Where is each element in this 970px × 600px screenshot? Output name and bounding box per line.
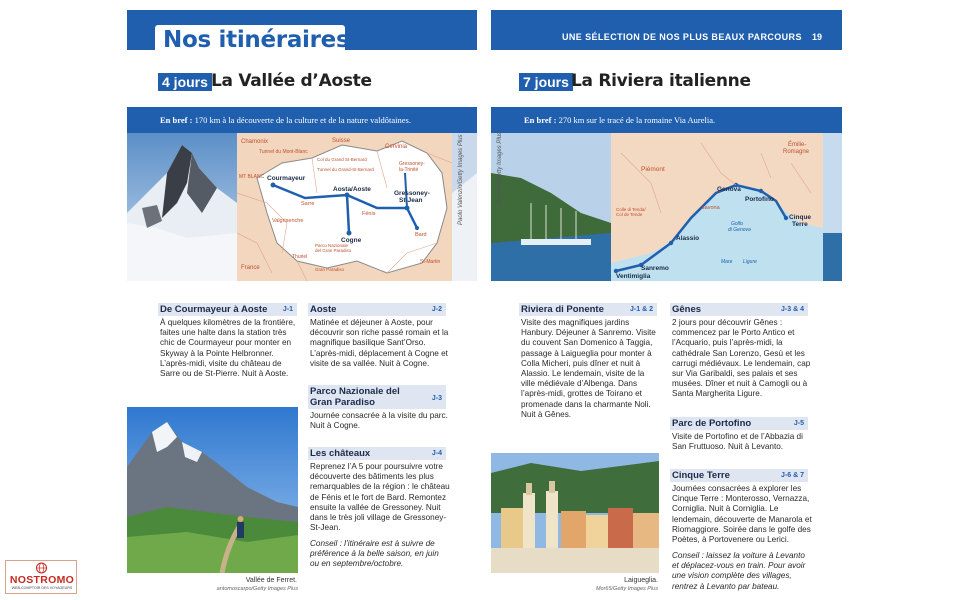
aoste-bref-text: 170 km à la découverte de la culture et de la nature valdôtaines. <box>192 115 411 125</box>
aoste-day-1-header <box>158 303 297 316</box>
aoste-day-4-name: Les châteaux <box>310 448 371 459</box>
aoste-day-3-name: Parco Nazionale del Gran Paradiso <box>310 386 400 408</box>
map-label-mt-blanc: MT BLANC <box>239 174 265 180</box>
riviera-bref-bar <box>491 107 842 133</box>
aoste-day-1-text: À quelques kilomètres de la frontière, faites une halte dans la station très chic de Courmayeur pour monter en Skyway à la Pointe Helbronner. L’après-midi, visite du château de Sarre ou de St-Pierre. Nuit à Aoste. <box>160 318 296 379</box>
riviera-day-4-num: J-6 & 7 <box>781 472 804 479</box>
map-label-col-bernard: Col du Grand St-Bernard <box>317 157 367 162</box>
riviera-day-2-text: 2 jours pour découvrir Gênes : commencez par le Porto Antico et l’Acquario, puis l’après-midi, la cathédrale San Lorenzo, Gesù et les carrugi médiévaux. Le lendemain, cap sur Via Garibaldi, ses palais et ses musées. Dîner et nuit à Camogli ou à Santa Margherita Ligure. <box>672 318 811 399</box>
aoste-caption: Vallée de Ferret. <box>245 577 297 584</box>
map-label-thuriel: Thuriel <box>292 254 308 260</box>
riviera-day-1-num: J-1 & 2 <box>630 306 653 313</box>
aoste-photo-credit: Paolo Valenzin/Getty Images Plus <box>458 134 464 225</box>
nostromo-logo[interactable] <box>5 560 77 594</box>
aoste-mountain-photo <box>127 133 237 281</box>
map-label-cervinia: Cervinia <box>385 144 408 150</box>
aoste-strip-photo <box>452 133 477 281</box>
aoste-map <box>237 133 452 281</box>
riviera-day-1-text: Visite des magnifiques jardins Hanbury. Déjeuner à Sanremo. Visite du couvent San Domenico à Taggia, passage à Laigueglia pour monter à Colla Micheri, puis dîner et nuit à Alassio. Le lendemain, visite de la ville médiévale d’Albenga. Dans l’après-midi, grottes de Toirano et promenade dans la charmante Noli. Nuit à Gênes. <box>521 318 656 419</box>
map-label-cinque: Cinque Terre <box>789 214 812 228</box>
riviera-day-4-text: Journées consacrées à explorer les Cinque Terre : Monterosso, Vernazza, Corniglia. Nuit à Corniglia. Le lendemain, découverte de Manarola et Riomaggiore. Soirée dans le golfe des Poètes, à Portovenere ou Lerici. <box>672 484 812 545</box>
map-label-mare: Mare <box>721 259 733 265</box>
aoste-day-1-name: De Courmayeur à Aoste <box>160 304 268 315</box>
map-label-courmayeur: Courmayeur <box>267 175 306 182</box>
map-label-savona: Savona <box>701 205 720 211</box>
aoste-days-badge: 4 jours <box>158 73 212 91</box>
map-label-suisse: Suisse <box>332 138 351 144</box>
riviera-day-4-name: Cinque Terre <box>672 470 730 481</box>
map-label-col: Colle di Tenda/ Col de Tende <box>616 207 646 217</box>
page-title: Nos itinéraires <box>163 27 350 53</box>
aoste-day-1-num: J-1 <box>282 306 293 313</box>
riviera-caption-credit: Mor65/Getty Images Plus <box>595 586 658 592</box>
aoste-day-2-num: J-2 <box>431 306 442 313</box>
riviera-caption: Laigueglia. <box>624 577 658 584</box>
globe-icon <box>35 562 48 574</box>
aoste-day-2-name: Aoste <box>310 304 337 315</box>
riviera-bref-label: En bref : <box>524 115 557 125</box>
map-label-fenis: Fénis <box>362 211 376 217</box>
map-label-sarre: Sarre <box>301 201 315 207</box>
map-label-tunnel-blanc: Tunnel du Mont-Blanc <box>259 149 308 155</box>
section-subtitle: UNE SÉLECTION DE NOS PLUS BEAUX PARCOURS <box>562 32 802 42</box>
aoste-caption-credit: antomoscarpo/Getty Images Plus <box>216 586 298 592</box>
riviera-day-1-header <box>519 303 657 316</box>
aoste-day-2-text: Matinée et déjeuner à Aoste, pour découvrir son riche passé romain et la magnifique basilique Sant’Orso. L’après-midi, déplacement à Cogne et visite de sa vallée. Nuit à Cogne. <box>310 318 449 368</box>
riviera-strip-photo <box>823 133 842 281</box>
map-label-golfo: Golfo di Genova <box>728 221 751 233</box>
riviera-day-4-header <box>670 469 808 482</box>
riviera-day-2-num: J-3 & 4 <box>781 306 804 313</box>
map-label-gressoney: Gressoney-St-Jean <box>394 190 430 204</box>
aoste-day-3-header <box>308 385 446 409</box>
riviera-day-3-num: J-5 <box>793 420 804 427</box>
map-label-chamonix: Chamonix <box>241 139 269 145</box>
header-bar-right <box>491 10 842 50</box>
riviera-bref-text: 270 km sur le tracé de la romaine Via Aurelia. <box>556 115 716 125</box>
map-label-france: France <box>241 265 260 271</box>
page-number: 19 <box>812 32 823 42</box>
aoste-conseil: Conseil : l’itinéraire est à suivre de préférence à la belle saison, en juin ou en septembre/octobre. <box>310 539 439 569</box>
map-label-alassio: Alassio <box>676 235 700 242</box>
map-label-ligure: Ligure <box>743 259 757 265</box>
map-label-aosta: Aosta/Aoste <box>333 186 371 193</box>
aoste-ferret-photo <box>127 407 298 573</box>
aoste-day-3-text: Journée consacrée à la visite du parc. Nuit à Cogne. <box>310 411 448 431</box>
riviera-day-3-name: Parc de Portofino <box>672 418 752 429</box>
map-label-cogne: Cogne <box>341 237 362 244</box>
map-label-bard: Bard <box>415 232 427 238</box>
map-label-portofino: Portofino <box>745 196 774 203</box>
aoste-bref-label: En bref : <box>160 115 193 125</box>
riviera-photo-credit: Xantana/Getty Images Plus <box>497 131 503 205</box>
riviera-map <box>611 133 823 281</box>
map-label-gran-paradiso: Gran Paradiso <box>315 267 345 272</box>
map-label-gressoney-trinite: Gressoney-la-Trinité <box>399 161 425 173</box>
riviera-day-1-name: Riviera di Ponente <box>521 304 604 315</box>
riviera-title: La Riviera italienne <box>571 71 751 91</box>
aoste-day-3-num: J-3 <box>431 395 442 402</box>
logo-name: NOSTROMO <box>9 574 75 586</box>
aoste-day-4-text: Reprenez l’A 5 pour poursuivre votre découverte des bâtiments les plus remarquables de la région : le château de Fénis et le fort de Bard. Remontez ensuite la vallée de Gressoney. Nuit dans le très joli village de Gressoney-St-Jean. <box>310 462 450 533</box>
map-label-st-martin: St-Martin <box>420 259 441 265</box>
logo-tagline: WEB-COMPTOIR DES VOYAGEURS <box>11 586 73 590</box>
map-label-sanremo: Sanremo <box>641 265 669 272</box>
map-label-ventimiglia: Ventimiglia <box>616 273 651 280</box>
aoste-day-4-header <box>308 447 446 460</box>
aoste-bref-bar <box>127 107 477 133</box>
map-label-valgrisenche: Valgrisenche <box>272 218 304 224</box>
aoste-day-4-num: J-4 <box>431 450 442 457</box>
map-label-genova: Genova <box>717 186 741 193</box>
map-label-emilie: Émilie-Romagne <box>783 142 810 155</box>
map-label-tunnel-bernard: Tunnel du Grand-St-Bernard <box>317 167 374 172</box>
riviera-day-3-header <box>670 417 808 430</box>
riviera-days-badge: 7 jours <box>519 73 573 91</box>
riviera-day-2-name: Gênes <box>672 304 702 315</box>
riviera-harbour-photo <box>491 133 611 281</box>
riviera-day-2-header <box>670 303 808 316</box>
riviera-laigueglia-photo <box>491 453 659 573</box>
riviera-day-3-text: Visite de Portofino et de l’Abbazia di San Fruttuoso. Nuit à Levanto. <box>672 432 803 452</box>
aoste-title: La Vallée d’Aoste <box>211 71 372 91</box>
map-label-piemont: Piémont <box>641 166 665 173</box>
riviera-conseil: Conseil : laissez la voiture à Levanto et déplacez-vous en train. Pour avoir une vision complète des villages, rentrez à Levanto par bateau. <box>672 551 806 591</box>
map-label-parco: Parco Nazionale del Gran Paradiso <box>315 243 352 253</box>
aoste-day-2-header <box>308 303 446 316</box>
